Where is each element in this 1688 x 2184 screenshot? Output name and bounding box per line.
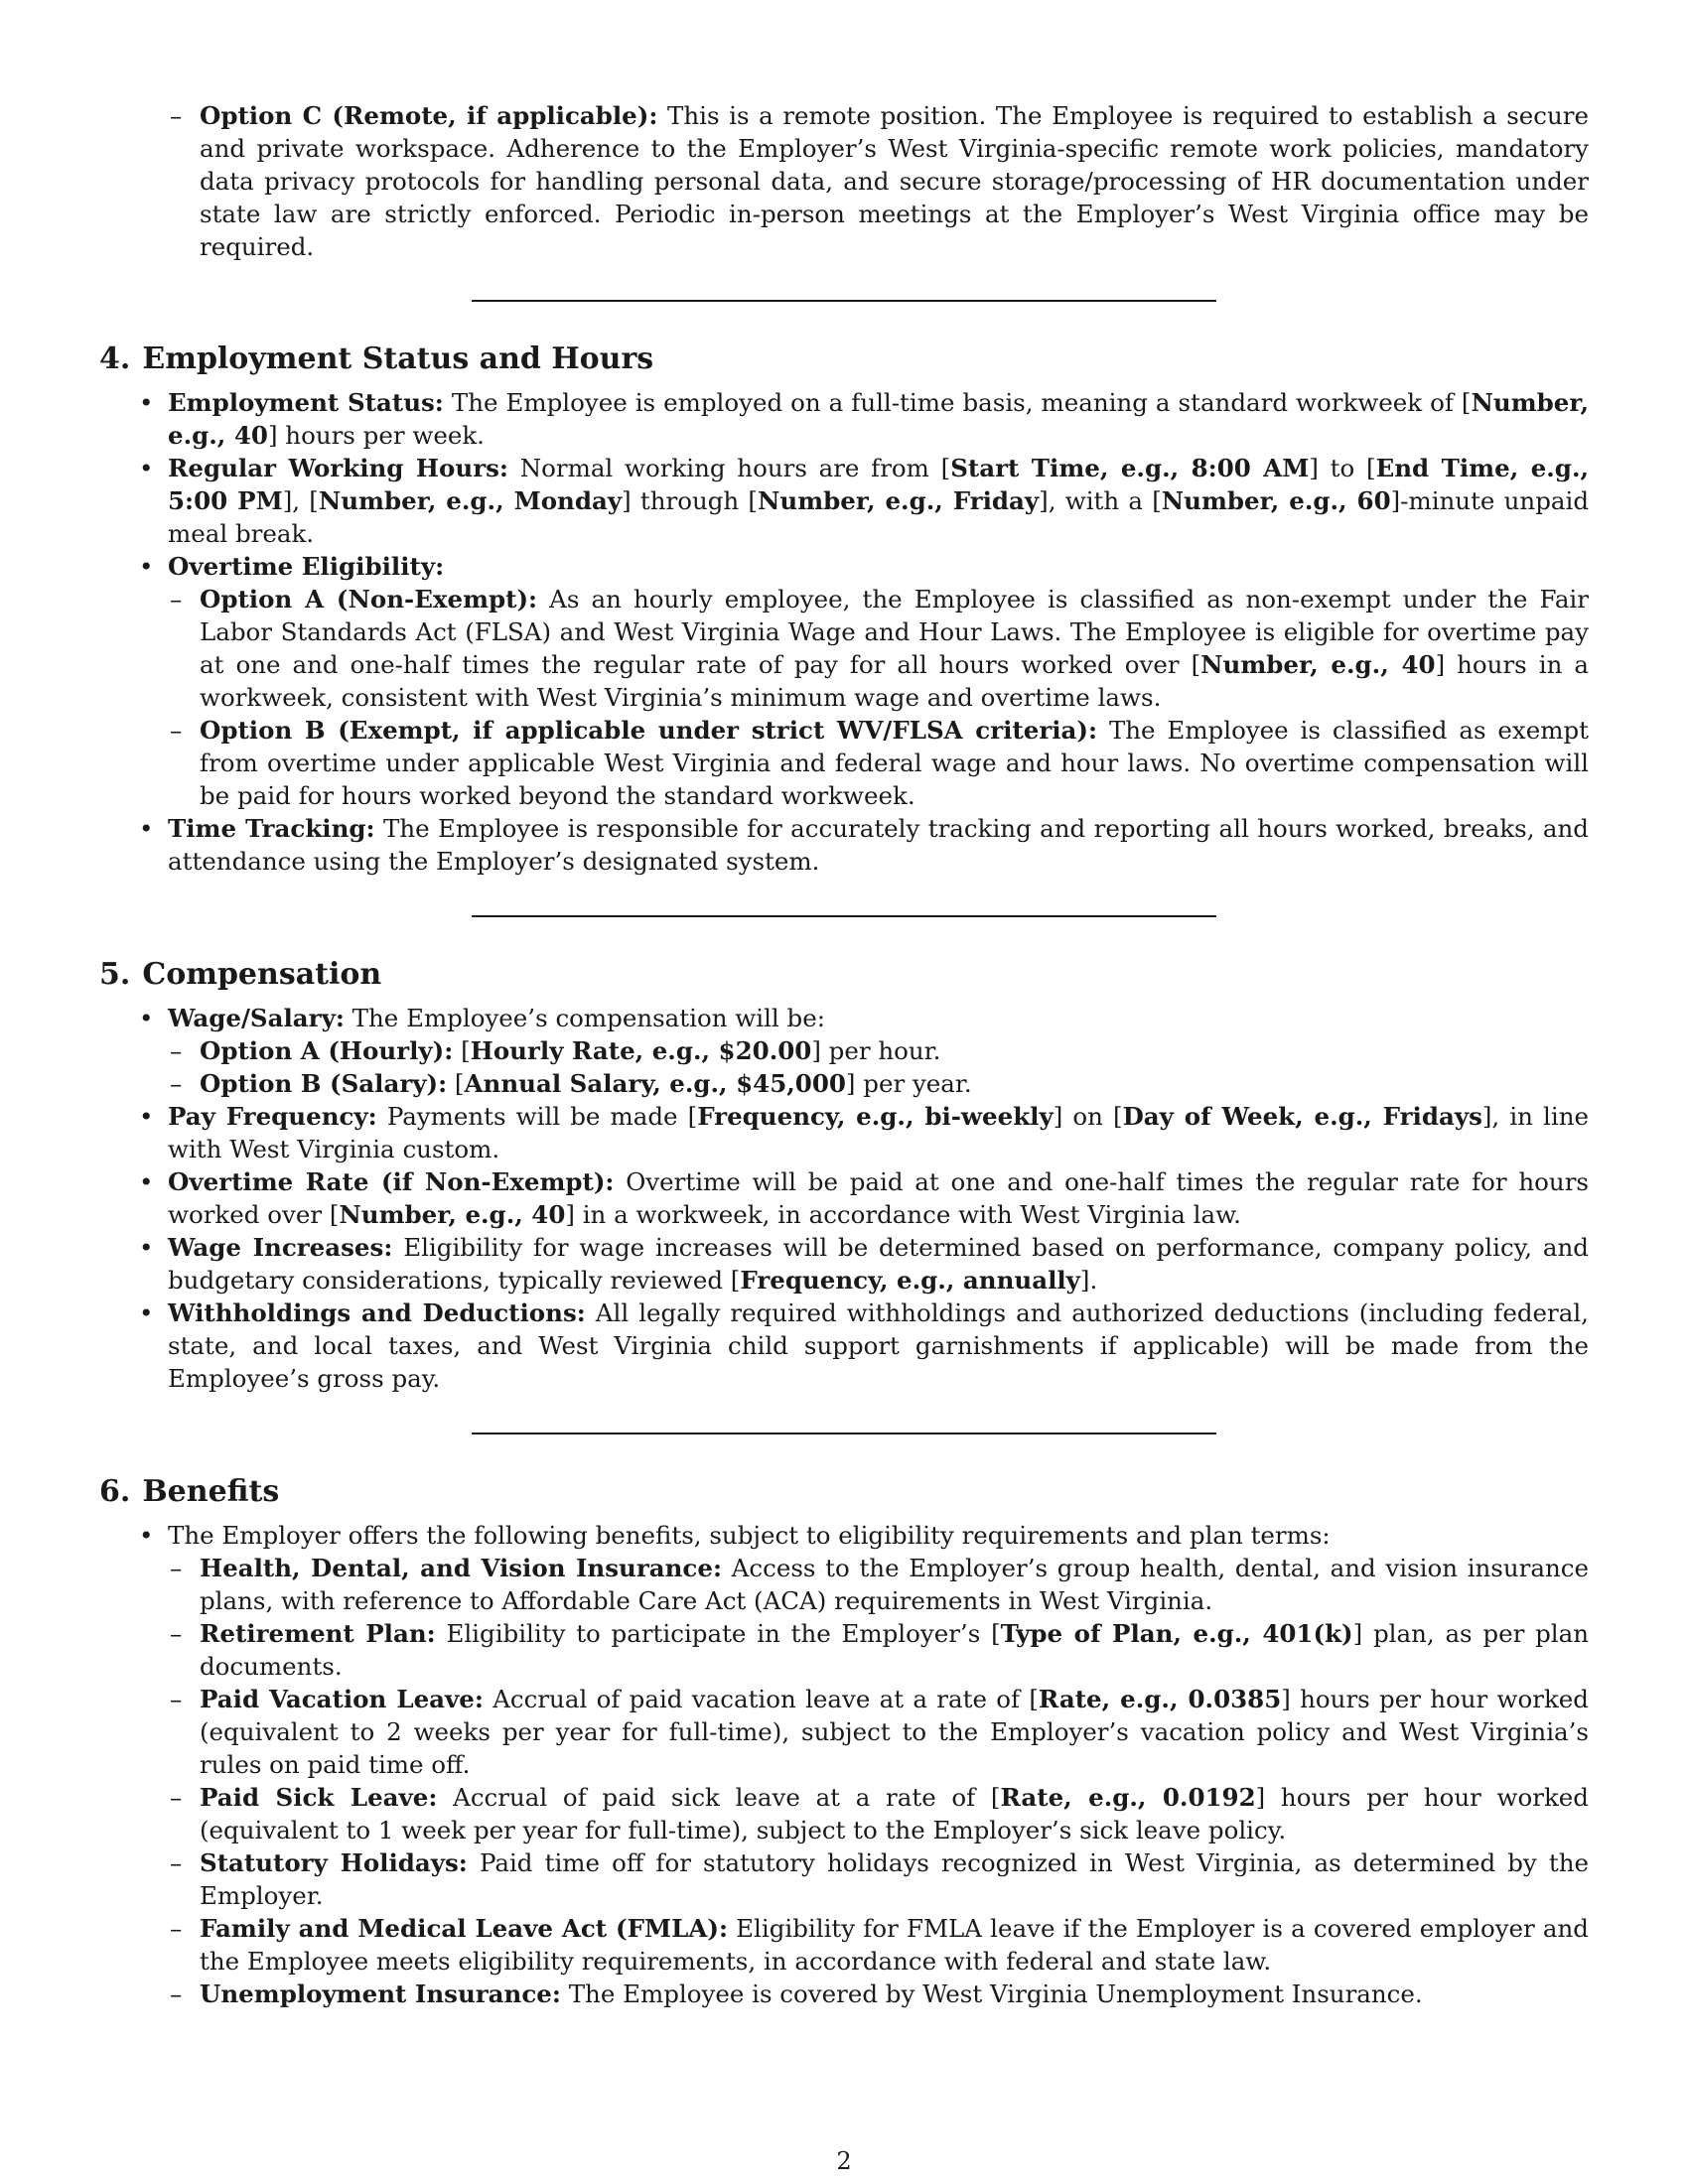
dash-marker: – [170,1554,183,1582]
pay-frequency-text: Payments will be made [ [376,1102,698,1131]
bullet-marker: • [139,1521,154,1550]
option-c-remote-item [139,99,1589,263]
placeholder-review-frequency: Frequency, e.g., annually [740,1266,1080,1295]
benefits-intro-text: The Employer offers the following benefits, subject to eligibility requirements and plan terms: [168,1521,1331,1550]
section-4-heading [99,341,1589,376]
placeholder-vacation-rate: Rate, e.g., 0.0385 [1038,1685,1282,1713]
overtime-rate-text: Overtime will be paid at one and one-half times the regular rate for hours worked over [ [168,1167,1589,1229]
time-tracking-item [99,812,1589,878]
employment-status-text: ] hours per week. [267,421,485,450]
bullet-marker: • [139,814,154,843]
dash-marker: – [170,585,183,614]
wage-option-a-text: [ [453,1036,471,1065]
benefit-retirement-text: ] plan, as per plan documents. [200,1619,1589,1681]
section-6-heading [99,1474,1589,1509]
pay-frequency-text: ] on [ [1053,1102,1123,1131]
placeholder-start-time: Start Time, e.g., 8:00 AM [950,454,1310,482]
overtime-rate-label: Overtime Rate (if Non-Exempt): [168,1167,615,1196]
wage-option-b-item [139,1067,1589,1100]
placeholder-hours: Number, e.g., 40 [168,388,1589,450]
dash-marker: – [170,1619,183,1648]
wage-option-a-label: Option A (Hourly): [200,1036,454,1065]
placeholder-overtime-threshold: Number, e.g., 40 [339,1200,566,1229]
benefit-sick-text: Accrual of paid sick leave at a rate of [ [437,1783,1001,1812]
wage-increases-text: ]. [1079,1266,1098,1295]
benefit-holidays-text: Paid time off for statutory holidays recognized in West Virginia, as determined by the Employer. [200,1848,1589,1910]
benefit-sick-item [139,1781,1589,1846]
overtime-rate-item [99,1165,1589,1231]
regular-hours-text: ], [ [282,486,319,515]
bullet-marker: • [139,1298,154,1327]
section-divider [472,300,1216,302]
dash-marker: – [170,1036,183,1065]
section-4-title: Employment Status and Hours [142,341,654,376]
wage-increases-label: Wage Increases: [168,1233,393,1262]
overtime-option-a-item [139,583,1589,714]
overtime-eligibility-label: Overtime Eligibility: [168,552,445,581]
bullet-marker: • [139,1233,154,1262]
benefit-health-label: Health, Dental, and Vision Insurance: [200,1554,722,1582]
option-c-label: Option C (Remote, if applicable): [200,101,658,130]
section-6-number: 6. [99,1474,131,1509]
overtime-rate-text: ] in a workweek, in accordance with West Virginia law. [565,1200,1241,1229]
benefit-retirement-text: Eligibility to participate in the Employer’s [ [435,1619,1001,1648]
wage-options-list [139,1034,1589,1100]
dash-marker: – [170,716,183,745]
wage-option-a-text: ] per hour. [811,1036,941,1065]
overtime-eligibility-item [99,550,1589,812]
benefits-intro-item [99,1519,1589,2010]
withholdings-label: Withholdings and Deductions: [168,1298,586,1327]
pay-frequency-label: Pay Frequency: [168,1102,377,1131]
benefits-list [139,1552,1589,2010]
regular-hours-text: ] to [ [1309,454,1376,482]
regular-hours-item [99,452,1589,550]
benefit-retirement-label: Retirement Plan: [200,1619,436,1648]
benefit-unemployment-text: The Employee is covered by West Virginia Unemployment Insurance. [560,1979,1423,2008]
benefit-vacation-text: ] hours per hour worked (equivalent to 2 weeks per year for full-time), subject to the Employer’s vacation policy and West Virginia’s rules on paid time off. [200,1685,1589,1779]
bullet-marker: • [139,1102,154,1131]
benefit-sick-text: ] hours per hour worked (equivalent to 1 week per year for full-time), subject to the Employer’s sick leave policy. [200,1783,1589,1844]
section-6-title: Benefits [142,1474,280,1509]
time-tracking-text: The Employee is responsible for accurately tracking and reporting all hours worked, breaks, and attendance using the Employer’s designated system. [168,814,1589,876]
benefit-health-item [139,1552,1589,1617]
overtime-option-a-text: As an hourly employee, the Employee is classified as non-exempt under the Fair Labor Standards Act (FLSA) and West Virginia Wage and Hour Laws. The Employee is eligible for overtime pay at one and one-half times the regular rate of pay for all hours worked over [ [200,585,1589,679]
section-5-list [99,1002,1589,1395]
dash-marker: – [170,1685,183,1713]
section-5-title: Compensation [142,957,382,992]
time-tracking-label: Time Tracking: [168,814,375,843]
overtime-option-a-label: Option A (Non-Exempt): [200,585,538,614]
section-4-list [99,386,1589,878]
wage-salary-label: Wage/Salary: [168,1004,345,1032]
wage-increases-text: Eligibility for wage increases will be determined based on performance, company policy, and budgetary considerations, typically reviewed [ [168,1233,1589,1295]
benefit-holidays-item [139,1846,1589,1912]
placeholder-day-of-week: Day of Week, e.g., Fridays [1122,1102,1482,1131]
wage-salary-text: The Employee’s compensation will be: [344,1004,825,1032]
pay-frequency-item [99,1100,1589,1165]
placeholder-start-day: Number, e.g., Monday [318,486,623,515]
section-5-number: 5. [99,957,131,992]
benefit-fmla-item [139,1912,1589,1978]
section-divider [472,1433,1216,1434]
option-c-list [139,99,1589,263]
employment-status-text: The Employee is employed on a full-time basis, meaning a standard workweek of [ [443,388,1472,417]
wage-increases-item [99,1231,1589,1297]
benefit-unemployment-label: Unemployment Insurance: [200,1979,561,2008]
dash-marker: – [170,101,183,130]
wage-option-a-item [139,1034,1589,1067]
regular-hours-text: Normal working hours are from [ [507,454,951,482]
placeholder-hourly-rate: Hourly Rate, e.g., $20.00 [470,1036,812,1065]
bullet-marker: • [139,388,154,417]
bullet-marker: • [139,454,154,482]
placeholder-annual-salary: Annual Salary, e.g., $45,000 [464,1069,846,1098]
bullet-marker: • [139,1004,154,1032]
benefit-vacation-label: Paid Vacation Leave: [200,1685,484,1713]
placeholder-overtime-hours: Number, e.g., 40 [1200,650,1436,679]
overtime-option-b-item [139,714,1589,812]
wage-salary-item [99,1002,1589,1100]
benefit-holidays-label: Statutory Holidays: [200,1848,468,1877]
dash-marker: – [170,1979,183,2008]
option-c-text: This is a remote position. The Employee is required to establish a secure and private workspace. Adherence to the Employer’s West Virginia-specific remote work policies, mandatory data privacy protocols for handling personal data, and secure storage/processing of HR documentation under state law are strictly enforced. Periodic in-person meetings at the Employer’s West Virginia office may be required. [200,101,1589,261]
page-number: 2 [836,2147,852,2175]
section-4-number: 4. [99,341,131,376]
overtime-option-b-label: Option B (Exempt, if applicable under strict WV/FLSA criteria): [200,716,1098,745]
benefit-sick-label: Paid Sick Leave: [200,1783,438,1812]
placeholder-frequency: Frequency, e.g., bi-weekly [697,1102,1054,1131]
dash-marker: – [170,1848,183,1877]
placeholder-end-time: End Time, e.g., 5:00 PM [168,454,1589,515]
regular-hours-text: ]-minute unpaid meal break. [168,486,1590,548]
placeholder-end-day: Number, e.g., Friday [758,486,1040,515]
overtime-option-b-text: The Employee is classified as exempt from overtime under applicable West Virginia and federal wage and hour laws. No overtime compensation will be paid for hours worked beyond the standard workweek. [200,716,1590,810]
placeholder-plan-type: Type of Plan, e.g., 401(k) [1000,1619,1353,1648]
document-page [99,99,1589,2010]
pay-frequency-text: ], in line with West Virginia custom. [168,1102,1589,1163]
benefit-health-text: Access to the Employer’s group health, dental, and vision insurance plans, with reference to Affordable Care Act (ACA) requirements in West Virginia. [200,1554,1589,1615]
overtime-option-a-text: ] hours in a workweek, consistent with West Virginia’s minimum wage and overtime laws. [200,650,1589,712]
section-6-list [99,1519,1589,2010]
regular-hours-text: ] through [ [622,486,758,515]
benefit-fmla-label: Family and Medical Leave Act (FMLA): [200,1914,728,1943]
benefit-fmla-text: Eligibility for FMLA leave if the Employer is a covered employer and the Employee meets eligibility requirements, in accordance with federal and state law. [200,1914,1589,1976]
placeholder-break-minutes: Number, e.g., 60 [1161,486,1391,515]
bullet-marker: • [139,1167,154,1196]
benefit-vacation-text: Accrual of paid vacation leave at a rate of [ [483,1685,1039,1713]
benefit-unemployment-item [139,1978,1589,2010]
placeholder-sick-rate: Rate, e.g., 0.0192 [1000,1783,1256,1812]
benefit-retirement-item [139,1617,1589,1683]
wage-option-b-label: Option B (Salary): [200,1069,448,1098]
dash-marker: – [170,1069,183,1098]
dash-marker: – [170,1783,183,1812]
regular-hours-text: ], with a [ [1039,486,1162,515]
employment-status-item [99,386,1589,452]
withholdings-item [99,1297,1589,1395]
overtime-options-list [139,583,1589,812]
wage-option-b-text: ] per year. [845,1069,972,1098]
dash-marker: – [170,1914,183,1943]
withholdings-text: All legally required withholdings and authorized deductions (including federal, state, and local taxes, and West Virginia child support garnishments if applicable) will be made from the Employee’s gross pay. [168,1298,1589,1393]
wage-option-b-text: [ [447,1069,465,1098]
section-5-heading [99,957,1589,992]
bullet-marker: • [139,552,154,581]
section-divider [472,915,1216,917]
regular-hours-label: Regular Working Hours: [168,454,508,482]
benefit-vacation-item [139,1683,1589,1781]
employment-status-label: Employment Status: [168,388,444,417]
